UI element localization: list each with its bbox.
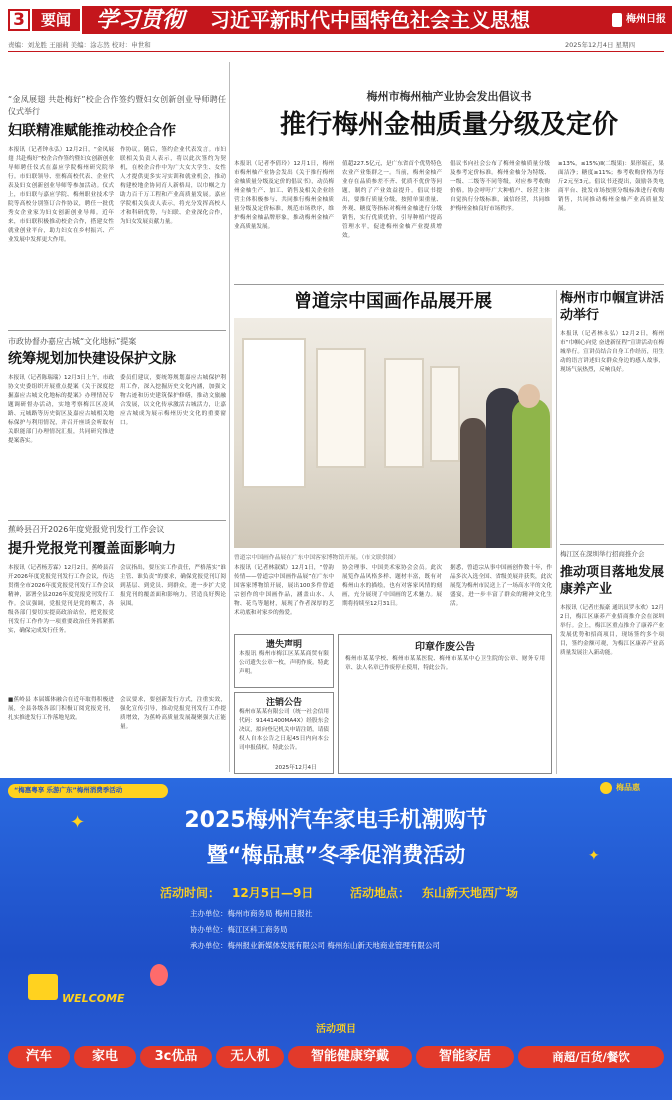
column-rule xyxy=(229,62,230,772)
article-headline: 妇联精准赋能推动校企合作 xyxy=(8,123,176,139)
lead-body: 值超227.5亿元，是广东省首个优势特色农业产业集群之一。当前，梅州金柚产业存在品质参差不齐、优质不优价等问题，制约了产业效益提升。倡议书提出，要推行质量分级，按照单果重量、外观、糖度等指标对梅州金柚进行分级销售，实行优质优价，引导种植户提高管理水平，促进梅州金柚产业提质增效。 xyxy=(342,161,442,239)
article-body: 会议要求，要创新发行方式，注重实效，强化宣传引导，推动党报党刊发行工作提质增效，为蕉岭高质量发展凝聚强大正能量。 xyxy=(120,697,226,730)
article-body: 委员们建议，要统筹规划嘉应古城保护利用工作，深入挖掘历史文化内涵，加强文物古迹和历史建筑保护修缮，推动文旅融合发展，以文化传承激活古城活力，让嘉应古城成为展示梅州历史文化的重要窗口。 xyxy=(120,375,226,426)
notice-title: 遗失声明 xyxy=(265,640,302,650)
painting-frame xyxy=(430,366,460,462)
exhibition-photo xyxy=(234,318,552,548)
section-label: 要闻 xyxy=(32,9,80,31)
article-investment xyxy=(560,550,664,774)
photo-body: 协会理事、中国美术家协会会员。此次展览作品风格多样、题材丰富，既有对梅州山水的描绘，也有对客家风情的刻画，充分展现了中国画的艺术魅力。展期将持续至12月31日。 xyxy=(342,565,442,607)
notice-title: 印章作废公告 xyxy=(415,642,475,653)
visitor-head xyxy=(518,384,540,408)
notice-body: 梅州市某某有限公司（统一社会信用代码：91441400MA4X）经股东会决议，拟向登记机关申请注销，请债权人自本公告之日起45日内向本公司申报债权。特此公告。 xyxy=(239,709,329,751)
article-headline: 梅州市巾帼宣讲活动举行 xyxy=(560,291,665,323)
project-tag-retail: 商超/百货/餐饮 xyxy=(518,1046,664,1068)
divider xyxy=(234,284,664,285)
article-body: 本报讯（记者林永弘）12月2日，梅州市“巾帼心向党 奋进新征程”宣讲活动在梅城举行。宣讲员结合自身工作经历，用生动的语言讲述妇女群众身边的感人故事，现场气氛热烈，反响良好。 xyxy=(560,331,664,373)
article-headline: 提升党报党刊覆盖面影响力 xyxy=(8,541,176,557)
lost-notice xyxy=(234,634,334,688)
masthead-rule xyxy=(8,51,664,52)
painting-frame xyxy=(316,348,366,468)
article-body: 本报讯（记者庄振豪 通讯员罗永欢）12月2日，梅江区康养产业招商推介会在深圳举行。会上，梅江区重点推介了康养产业发展优势和招商项目，现场签约多个项目，签约金额可观，为梅江区康养产业高质量发展注入新动能。 xyxy=(560,605,664,656)
date-line: 2025年12月4日 星期四 xyxy=(565,41,636,49)
lead-article-pomelo xyxy=(234,88,664,300)
welcome-text: WELCOME xyxy=(62,992,125,1005)
masthead xyxy=(0,0,672,60)
notice-date: 2025年12月4日 xyxy=(275,765,317,771)
balloon-icon xyxy=(150,964,168,986)
article-body: 作协议。随后，签约企业代表发言。市妇联相关负责人表示，将以此次签约为契机，在校企合作中为广大女大学生、女性人才提供更多实习实训和就业机会，推动构建校地企协同育人新格局，以巾帼之力助力百千万工程和产业高质量发展。嘉应学院相关负责人表示，将充分发挥高校人才和科研优势，与妇联、企业深化合作，为妇女发展贡献力量。 xyxy=(120,147,226,225)
article-ancient-city xyxy=(8,336,226,516)
banner-top-strip-text: “梅惠粤享 乐游广东”梅州消费季活动 xyxy=(14,786,123,794)
project-tag-drone: 无人机 xyxy=(216,1046,284,1068)
banner-logo-label: 梅品惠 xyxy=(616,783,640,792)
article-body: 会议指出，要压实工作责任，严格落实“谁主管、谁负责”的要求，确保党报党刊订阅到基层、到党员、到群众，进一步扩大党报党刊的覆盖面和影响力，营造良好舆论氛围。 xyxy=(120,565,226,607)
article-women-lecture xyxy=(560,290,664,540)
photo-headline: 曾道宗中国画作品展开展 xyxy=(294,291,492,312)
article-headline: 推动项目落地发展康养产业 xyxy=(560,565,665,597)
banner-time-value: 12月5日—9日 xyxy=(232,886,314,900)
article-headline: 统筹规划加快建设保护文脉 xyxy=(8,351,176,367)
sparkle-icon: ✦ xyxy=(70,812,86,833)
sparkle-icon: ✦ xyxy=(588,848,600,864)
banner-title-2: 暨“梅品惠”冬季促消费活动 xyxy=(206,843,466,867)
page-number-box: 3 xyxy=(8,9,30,31)
article-kicker: “金凤展翅 共赴梅好”校企合作签约暨妇女创新创业导师聘任仪式举行 xyxy=(8,95,226,116)
divider xyxy=(8,330,226,331)
article-women-federation xyxy=(8,94,226,326)
stamp-void-notice xyxy=(338,634,552,774)
article-kicker: 蕉岭县召开2026年度党报党刊发行工作会议 xyxy=(8,525,165,534)
banner-logo-icon xyxy=(600,782,612,794)
promo-banner xyxy=(0,778,672,1100)
lead-body: 本报讯（记者李倩玲）12月1日，梅州市梅州柚产业协会发出《关于推行梅州金柚质量分级及定价的倡议书》，动员梅州金柚生产、加工、销售及相关企业经营主体积极参与、共同推行梅州金柚质量分级及定价标准，规范市场秩序，维护梅州金柚品牌形象，推动梅州金柚产业高质量发展。 xyxy=(234,161,334,230)
project-tag-3c: 3c优品 xyxy=(140,1046,212,1068)
painting-frame xyxy=(384,358,424,468)
photo-article-exhibition xyxy=(234,290,552,630)
divider xyxy=(560,544,664,545)
project-tag-smarthome: 智能家居 xyxy=(416,1046,514,1068)
article-body: ■蕉岭县 本届媒体融合在近年取得积极进展，全县各级各部门积极订阅党报党刊，扎实推进发行工作落地见效。 xyxy=(8,697,114,721)
visitor-figure xyxy=(460,418,486,548)
lead-body: ≥13%，≤15%)Ⅱ(二级果)：果形端正，果面洁净；糖度≥11%；参考收购价格为每斤2元至3元。倡议书还提出，鼓励各类电商平台、批发市场按照分级标准进行收购销售，共同推动梅州金柚产业高质量发展。 xyxy=(558,161,664,212)
banner-time-label: 活动时间： xyxy=(160,886,221,900)
paper-logo-icon xyxy=(612,13,622,27)
projects-label: 活动项目 xyxy=(316,1024,356,1035)
column-rule xyxy=(556,290,557,774)
article-kicker: 梅江区在深圳举行招商推介会 xyxy=(560,550,645,558)
banner-place-value: 东山新天地西广场 xyxy=(422,886,519,900)
article-kicker: 市政协督办嘉应古城“文化地标”提案 xyxy=(8,337,137,346)
notice-body: 梅州市某某学校、梅州市某某医院、梅州市某某中心卫生院的公章、财务专用章、法人名章已作废停止使用，特此公告。 xyxy=(345,656,545,671)
lead-kicker: 梅州市梅州柚产业协会发出倡议书 xyxy=(366,90,532,103)
paper-name: 梅州日报 xyxy=(626,14,666,25)
banner-title-1: 2025梅州汽车家电手机潮购节 xyxy=(184,808,488,833)
visitor-figure xyxy=(512,398,550,548)
banner-organizer: 主办单位：梅州市商务局 梅州日报社 xyxy=(190,909,313,918)
banner-organizer: 承办单位：梅州报业新媒体发展有限公司 梅州东山新天地商业管理有限公司 xyxy=(190,941,440,950)
project-tag-wearable: 智能健康穿戴 xyxy=(288,1046,412,1068)
gift-icon xyxy=(28,974,58,1000)
notice-title: 注销公告 xyxy=(265,698,302,708)
photo-body: 据悉，曾道宗从事中国画创作数十年，作品多次入选全国、省级美展并获奖，此次展览为梅州市民送上了一场高水平的文化盛宴，进一步丰富了群众的精神文化生活。 xyxy=(450,565,552,607)
editor-line: 责编：刘龙胜 王丽莉 美编：涂志然 校对：申世和 xyxy=(8,41,151,49)
project-tag-car: 汽车 xyxy=(8,1046,70,1068)
article-body: 本报讯（记者杨芳霖）12月2日，蕉岭县召开2026年度党报党刊发行工作会议，传达贯彻全市2026年度党报党刊发行工作会议精神，部署全县2026年度党报党刊发行工作。会议强调，党报党刊是党的喉舌，各级各部门要切实提高政治站位，把党报党刊发行工作作为一项重要政治任务抓紧抓实，确保完成发行任务。 xyxy=(8,565,114,634)
column-title: 学习贯彻 xyxy=(96,7,185,33)
project-tag-appliance: 家电 xyxy=(74,1046,136,1068)
cancellation-notice xyxy=(234,692,334,774)
banner-place-label: 活动地点： xyxy=(350,886,411,900)
divider xyxy=(8,520,226,521)
masthead-subject: 习近平新时代中国特色社会主义思想 xyxy=(210,8,530,32)
lead-headline: 推行梅州金柚质量分级及定价 xyxy=(279,110,618,140)
lead-body: 倡议书向社会公布了梅州金柚质量分级及参考定价标准。梅州金柚分为特级、一级、二级等不同等级，对应参考收购价格。协会呼吁广大种植户、经营主体自觉执行分级标准，诚信经营，共同维护梅州金柚良好市场秩序。 xyxy=(450,161,550,212)
notice-body: 本报讯 梅州市梅江区某某商贸有限公司遗失公章一枚，声明作废。特此声明。 xyxy=(239,651,329,675)
painting-frame xyxy=(242,338,306,488)
article-body: 本报讯（记者陈瑞瑞）12月3日上午，市政协文史委组织开展重点提案《关于深度挖掘嘉应古城文化地标的提案》办理情况专题调研督办活动，实地考察梅江区凌风路、元城路等历史街区及嘉应古城相关地标保护与利用情况，并召开座谈会听取有关职能部门办理情况汇报，共同研究推进提案落实。 xyxy=(8,375,114,444)
banner-organizer: 协办单位：梅江区科工商务局 xyxy=(190,925,288,934)
article-body: 本报讯（记者钟永弘）12月2日，“金凤展翅 共赴梅好”校企合作签约暨妇女创新创业导师聘任仪式在嘉应学院梅州研究院举行。市妇联领导、驻梅高校代表、企业代表及妇女创新创业导师等参加活动。仪式上，市妇联与嘉应学院、梅州职业技术学院等高校分别签订合作协议，聘任一批优秀女企业家为妇女创新创业导师。近年来，市妇联积极推动校企合作，搭建女性就业创业平台，助力妇女在乡村振兴、产业发展中发挥更大作用。 xyxy=(8,147,114,243)
article-party-newspaper xyxy=(8,524,226,774)
photo-caption: 曾道宗中国画作品展在广东中国客家博物馆开展。（市文联供图） xyxy=(234,555,400,561)
photo-body: 本报讯（记者林淑斌）12月1日，“曾韵传情——曾道宗中国画作品展”在广东中国客家博物馆开展，展出100多件曾道宗创作的中国画作品，涵盖山水、人物、花鸟等题材，展现了作者深厚的艺术功底和对家乡的热爱。 xyxy=(234,565,334,616)
